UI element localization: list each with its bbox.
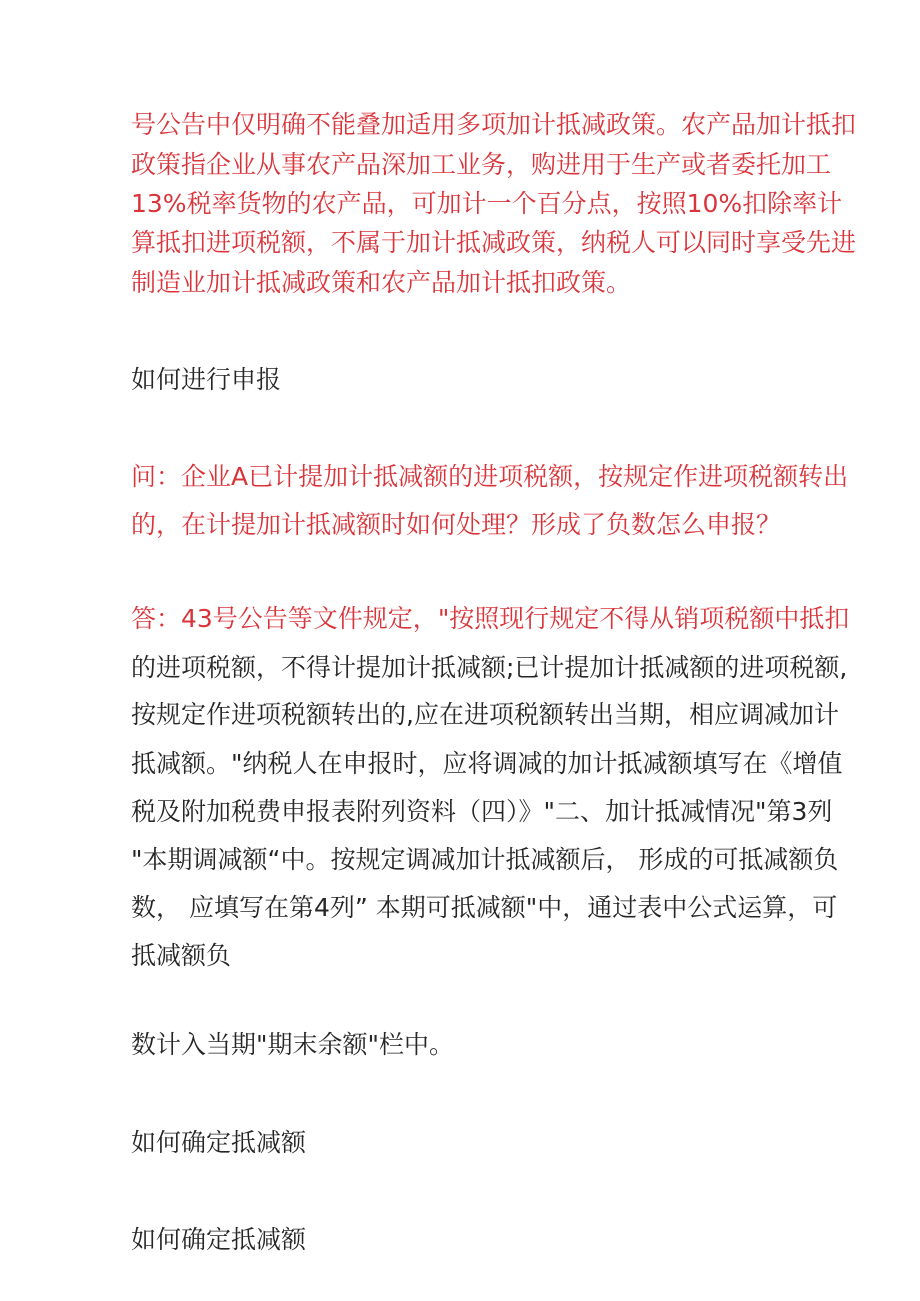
paragraph-line: 算抵扣进项税额，不属于加计抵减政策，纳税人可以同时享受先进 bbox=[131, 228, 857, 257]
answer-line: 数， 应填写在第4列” 本期可抵减额"中，通过表中公式运算，可 bbox=[131, 893, 838, 922]
section-heading: 如何确定抵减额 bbox=[131, 1225, 307, 1254]
paragraph-line: 政策指企业从事农产品深加工业务，购进用于生产或者委托加工 bbox=[131, 150, 832, 179]
question-line: 问：企业A已计提加计抵减额的进项税额，按规定作进项税额转出 bbox=[131, 462, 849, 491]
section-heading: 如何确定抵减额 bbox=[131, 1128, 307, 1157]
paragraph-tail: 数计入当期"期末余额"栏中。 bbox=[131, 1030, 454, 1059]
section-heading: 如何进行申报 bbox=[131, 365, 282, 394]
answer-line: 税及附加税费申报表附列资料（四）》"二、加计抵减情况"第3列 bbox=[131, 797, 833, 826]
answer-line: 按规定作进项税额转出的,应在进项税额转出当期，相应调减加计 bbox=[131, 700, 839, 729]
answer-line: 抵减额。"纳税人在申报时，应将调减的加计抵减额填写在《增值 bbox=[131, 749, 843, 778]
paragraph-line: 号公告中仅明确不能叠加适用多项加计抵减政策。农产品加计抵扣 bbox=[131, 110, 857, 139]
answer-line: 答：43号公告等文件规定，"按照现行规定不得从销项税额中抵扣 bbox=[131, 604, 850, 633]
paragraph-line: 13%税率货物的农产品，可加计一个百分点，按照10%扣除率计 bbox=[131, 189, 843, 218]
paragraph-line: 制造业加计抵减政策和农产品加计抵扣政策。 bbox=[131, 268, 632, 297]
answer-line: 抵减额负 bbox=[131, 941, 232, 970]
question-line: 的，在计提加计抵减额时如何处理？形成了负数怎么申报？ bbox=[131, 510, 782, 539]
answer-line: "本期调减额“中。按规定调减加计抵减额后， 形成的可抵减额负 bbox=[131, 845, 839, 874]
answer-line: 的进项税额，不得计提加计抵减额;已计提加计抵减额的进项税额, bbox=[131, 653, 848, 682]
